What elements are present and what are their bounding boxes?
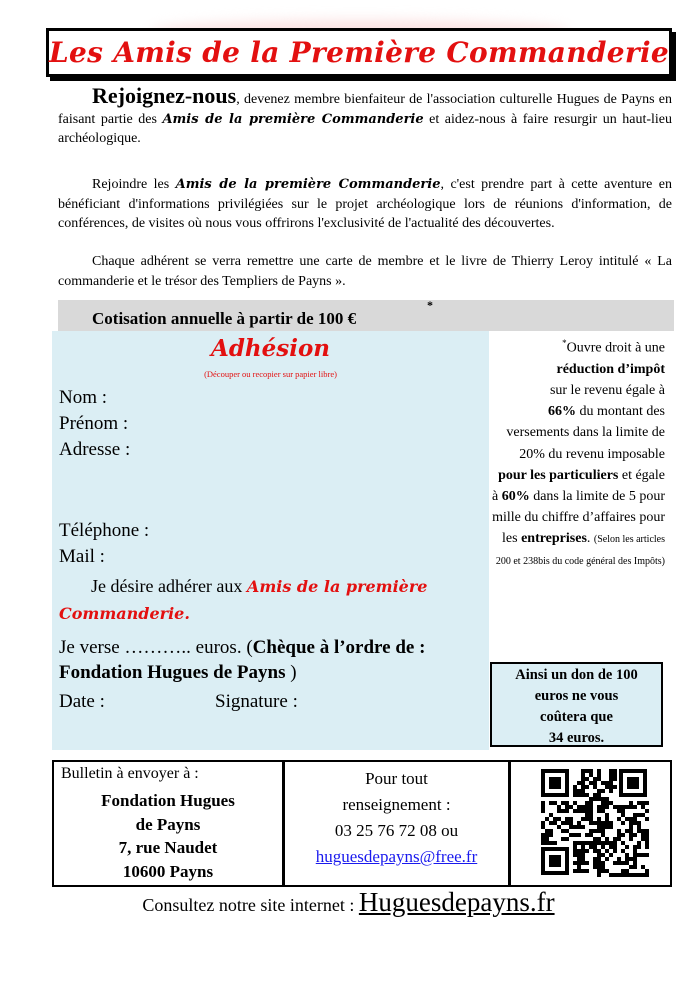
tax-text-5: dans la limite de 5 pour mille du chiffre d’affaires pour les <box>492 489 665 547</box>
tax-legal-reference: (Selon les articles 200 et 238bis du code général des Impôts) <box>495 534 665 567</box>
website-link[interactable]: Huguesdepayns.fr <box>358 887 555 917</box>
tax-reduction-note <box>491 333 665 571</box>
payment-cheque-order: Chèque à l’ordre de : Fondation Hugues de Payns <box>59 637 426 683</box>
wish-association-name-1: Amis de la première <box>246 577 428 596</box>
website-line <box>0 887 697 918</box>
membership-form <box>52 331 489 750</box>
benefits-text-1: Rejoindre les <box>92 177 176 192</box>
field-prenom[interactable]: Prénom : <box>59 413 129 434</box>
contact-phone: 03 25 76 72 08 ou <box>334 821 459 840</box>
intro-text-2: et aidez-nous à faire resurgir un haut-lieu archéologique. <box>58 111 672 146</box>
contact-lines <box>285 766 508 870</box>
tax-text-2: sur le revenu égale à <box>549 383 665 399</box>
tax-bold-60: 60% <box>501 489 530 505</box>
tax-text-6: . <box>586 531 594 547</box>
field-telephone[interactable]: Téléphone : <box>59 520 150 541</box>
address-intro: Bulletin à envoyer à : <box>61 765 199 782</box>
address-lines <box>54 789 282 883</box>
field-adresse[interactable]: Adresse : <box>59 439 131 460</box>
tax-text-4: et égale à <box>491 467 665 505</box>
tax-text-3: du montant des versements dans la limite de 20% du revenu imposable <box>506 404 665 462</box>
field-date[interactable]: Date : <box>59 691 105 712</box>
header-banner <box>46 28 672 77</box>
contact-info-box <box>283 760 510 887</box>
contact-email-link[interactable]: huguesdepayns@free.fr <box>315 847 478 866</box>
payment-text: Je verse ……….. euros. ( <box>59 637 253 658</box>
intro-text-1: , devenez membre bienfaiteur de l'association culturelle Hugues de Payns en faisant partie des <box>58 92 672 127</box>
intro-association-name: Amis de la première Commanderie <box>162 111 424 127</box>
address-line-3: 7, rue Naudet <box>118 838 218 857</box>
benefits-text-2: , c'est prendre part à cette aventure en bénéficiant d'informations privilégiées sur le projet archéologique lors de réunions d'information, de conférences, de visites où nous vous offrirons l'exclusivité de l'actualité des découvertes. <box>58 177 672 231</box>
form-title: Adhésion <box>210 335 331 362</box>
website-prefix: Consultez notre site internet : <box>142 895 359 915</box>
qr-code-box <box>509 760 672 887</box>
benefits-association-name: Amis de la première Commanderie <box>175 177 441 192</box>
tax-bold-66: 66% <box>547 404 576 420</box>
tax-text-1: Ouvre droit à une <box>566 340 665 356</box>
tax-asterisk: * <box>562 338 567 348</box>
address-line-2: de Payns <box>135 814 201 834</box>
field-nom[interactable]: Nom : <box>59 387 108 408</box>
wish-association-name-2: Commanderie. <box>59 604 190 623</box>
form-cut-note: (Découper ou recopier sur papier libre) <box>204 369 337 379</box>
field-signature[interactable]: Signature : <box>215 691 298 712</box>
donation-line-1: Ainsi un don de 100 <box>515 667 638 683</box>
benefits-paragraph <box>58 175 672 234</box>
donation-line-3: coûtera que <box>540 709 613 725</box>
cotisation-asterisk: * <box>427 298 433 312</box>
contact-line-2: renseignement : <box>342 795 451 814</box>
donation-example-box <box>490 662 663 747</box>
payment-end: ) <box>285 662 297 683</box>
page-title: Les Amis de la Première Commanderie <box>49 36 670 69</box>
intro-lead: Rejoignez-nous <box>92 83 237 108</box>
address-line-4: 10600 Payns <box>122 861 214 881</box>
mailing-address-box <box>52 760 284 887</box>
intro-paragraph <box>58 83 672 149</box>
tax-bold-particuliers: pour les particuliers <box>498 467 619 483</box>
donation-line-2: euros ne vous <box>534 688 619 704</box>
membership-wish <box>59 573 489 627</box>
member-card-paragraph: Chaque adhérent se verra remettre une carte de membre et le livre de Thierry Leroy intitulé « La commanderie et le trésor des Templiers de Payns ». <box>58 254 672 289</box>
tax-bold-reduction: réduction d’impôt <box>556 361 665 377</box>
donation-line-4: 34 euros. <box>548 730 605 746</box>
payment-line <box>59 635 484 685</box>
cotisation-text: Cotisation annuelle à partir de 100 € <box>92 309 357 328</box>
tax-bold-entreprises: entreprises <box>521 531 587 547</box>
contact-line-1: Pour tout <box>365 769 428 788</box>
field-mail[interactable]: Mail : <box>59 546 105 567</box>
address-line-1: Fondation Hugues <box>101 791 235 810</box>
wish-text: Je désire adhérer aux <box>91 576 247 596</box>
qr-code-icon[interactable] <box>539 767 649 877</box>
